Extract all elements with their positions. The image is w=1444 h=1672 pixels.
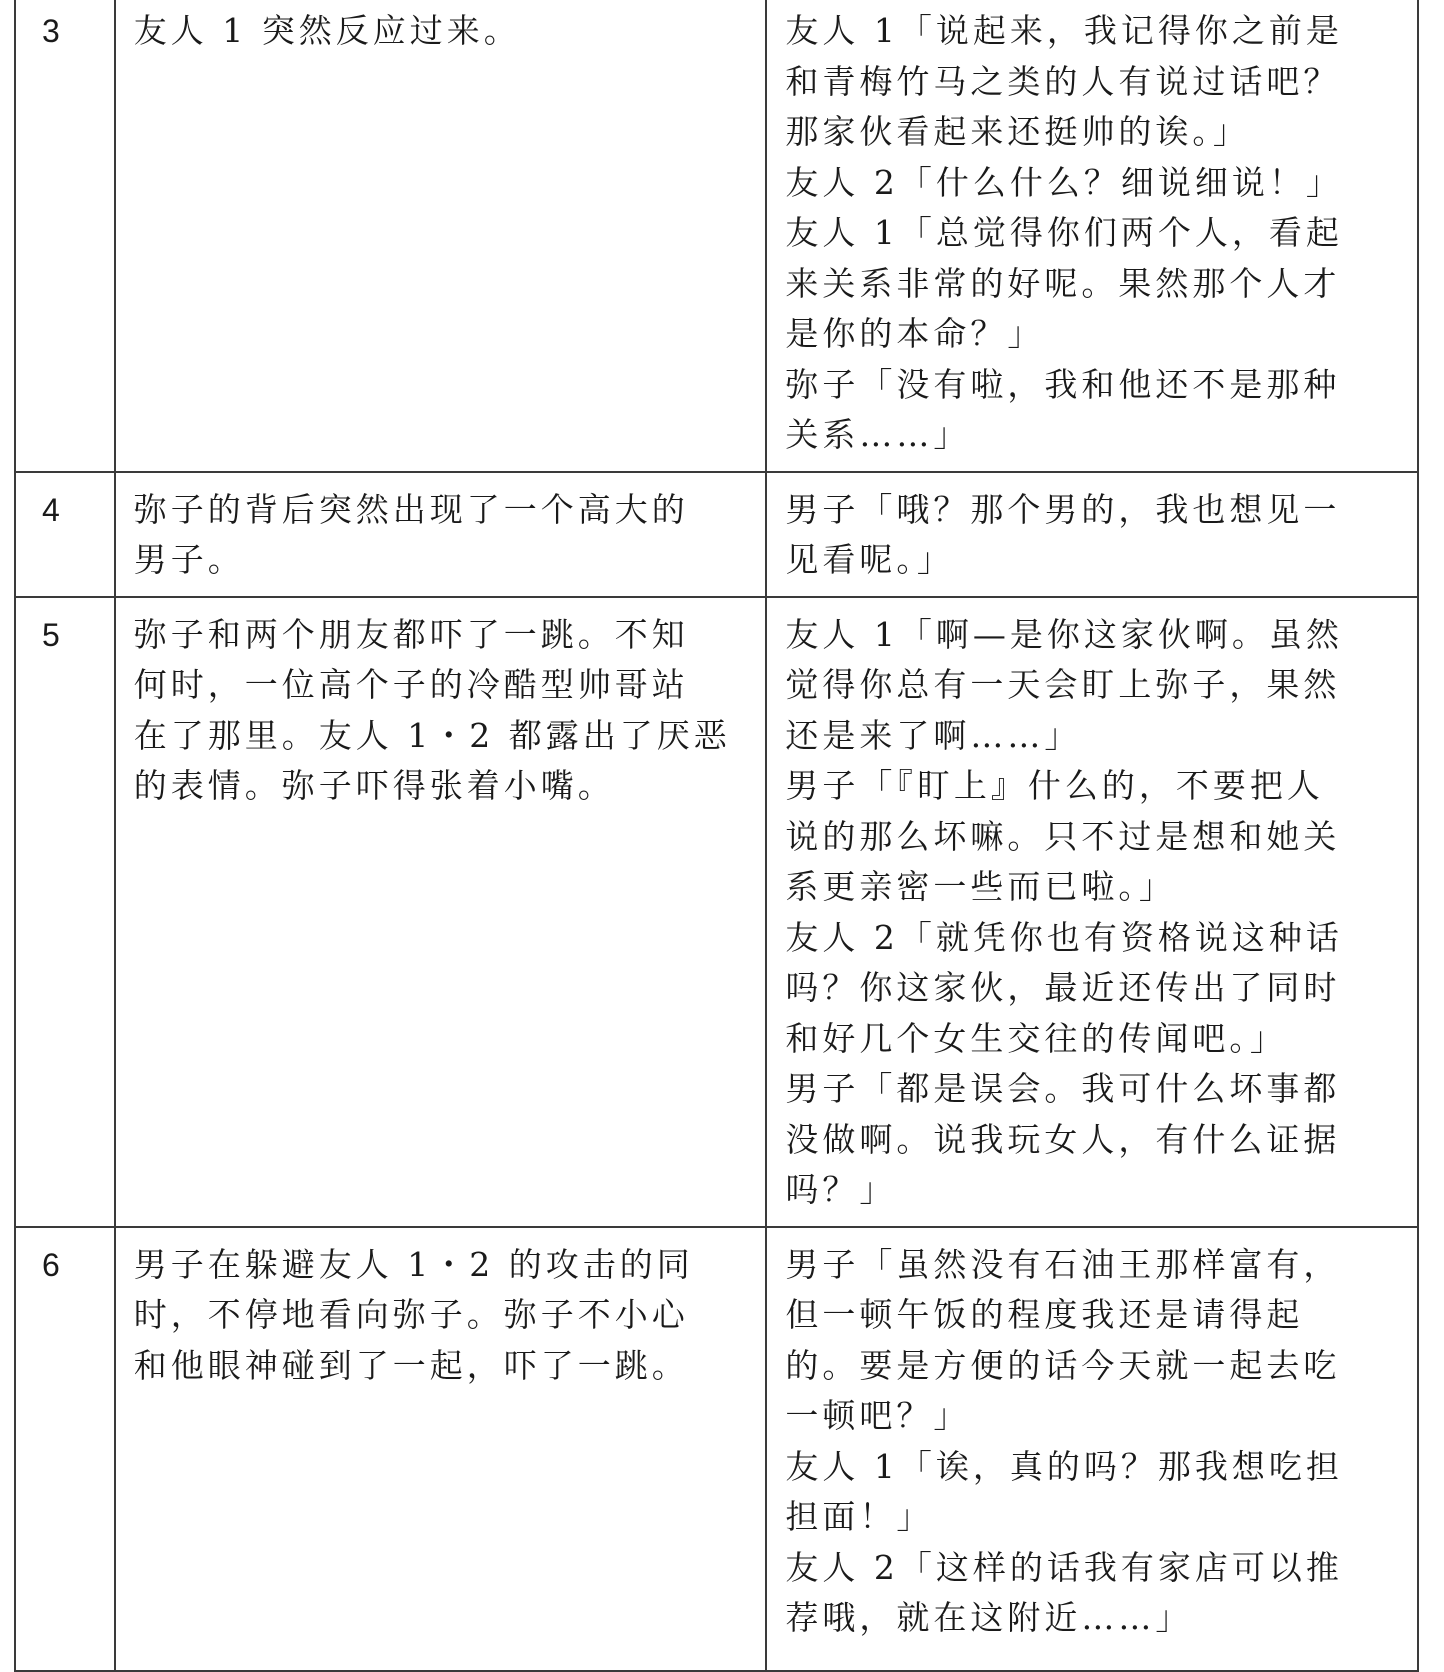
description-line: 和他眼神碰到了一起，吓了一跳。 xyxy=(133,1345,689,1385)
dialogue-line: 友人 1「总觉得你们两个人，看起 xyxy=(785,213,1343,252)
scene-description xyxy=(115,597,767,1227)
dialogue-line: 男子「虽然没有石油王那样富有， xyxy=(785,1244,1341,1284)
table-row xyxy=(15,597,1418,1227)
dialogue-line: 男子「都是误会。我可什么坏事都 xyxy=(785,1069,1341,1108)
dialogue-line: 男子「『盯上』什么的，不要把人 xyxy=(785,766,1324,805)
dialogue-line: 还是来了啊……」 xyxy=(785,715,1082,755)
dialogue-line: 关系……」 xyxy=(785,415,971,454)
description-line: 男子在躲避友人 1・2 的攻击的同 xyxy=(133,1244,694,1284)
dialogue-cell xyxy=(766,0,1418,472)
dialogue-line: 友人 1「啊—是你这家伙啊。虽然 xyxy=(785,614,1343,654)
dialogue-cell xyxy=(766,1227,1418,1671)
dialogue-line: 是你的本命？」 xyxy=(785,314,1045,353)
description-line: 时，不停地看向弥子。弥子不小心 xyxy=(133,1295,689,1334)
dialogue-line: 友人 1「诶，真的吗？那我想吃担 xyxy=(785,1446,1343,1486)
row-number: 4 xyxy=(15,472,115,597)
dialogue-line: 吗？你这家伙，最近还传出了同时 xyxy=(785,968,1341,1007)
dialogue-line: 的。要是方便的话今天就一起去吃 xyxy=(785,1345,1341,1385)
row-number: 3 xyxy=(15,0,115,472)
description-line: 何时，一位高个子的冷酷型帅哥站 xyxy=(133,665,689,704)
description-line: 弥子的背后突然出现了一个高大的 xyxy=(133,489,689,529)
description-line: 在了那里。友人 1・2 都露出了厌恶 xyxy=(133,715,731,755)
dialogue-line: 那家伙看起来还挺帅的诶。」 xyxy=(785,112,1250,151)
dialogue-line: 来关系非常的好呢。果然那个人才 xyxy=(785,263,1341,303)
table-row xyxy=(15,472,1418,597)
row-number: 5 xyxy=(15,597,115,1227)
dialogue-line: 荐哦，就在这附近……」 xyxy=(785,1598,1193,1637)
dialogue-line: 说的那么坏嘛。只不过是想和她关 xyxy=(785,816,1341,856)
description-line: 弥子和两个朋友都吓了一跳。不知 xyxy=(133,614,689,654)
script-table xyxy=(14,0,1419,1672)
dialogue-line: 吗？」 xyxy=(785,1170,897,1209)
description-line: 男子。 xyxy=(133,540,245,579)
table-row xyxy=(15,1227,1418,1671)
dialogue-line: 一顿吧？」 xyxy=(785,1396,971,1435)
scene-description xyxy=(115,1227,767,1671)
dialogue-line: 友人 2「这样的话我有家店可以推 xyxy=(785,1547,1343,1587)
dialogue-line: 见看呢。」 xyxy=(785,540,954,579)
dialogue-line: 没做啊。说我玩女人，有什么证据 xyxy=(785,1119,1341,1159)
dialogue-line: 和好几个女生交往的传闻吧。」 xyxy=(785,1018,1287,1058)
dialogue-line: 觉得你总有一天会盯上弥子，果然 xyxy=(785,665,1341,704)
dialogue-line: 弥子「没有啦，我和他还不是那种 xyxy=(785,364,1341,404)
dialogue-line: 友人 2「就凭你也有资格说这种话 xyxy=(785,917,1343,957)
description-line: 的表情。弥子吓得张着小嘴。 xyxy=(133,766,615,805)
scene-description xyxy=(115,0,767,472)
dialogue-line: 友人 1「说起来，我记得你之前是 xyxy=(785,11,1343,50)
dialogue-cell xyxy=(766,597,1418,1227)
table-row xyxy=(15,0,1418,472)
dialogue-line: 和青梅竹马之类的人有说过话吧？ xyxy=(785,61,1341,101)
dialogue-line: 担面！」 xyxy=(785,1497,934,1536)
dialogue-line: 友人 2「什么什么？细说细说！」 xyxy=(785,162,1343,202)
scene-description xyxy=(115,472,767,597)
row-number: 6 xyxy=(15,1227,115,1671)
dialogue-line: 男子「哦？那个男的，我也想见一 xyxy=(785,489,1341,529)
dialogue-line: 系更亲密一些而已啦。」 xyxy=(785,867,1176,906)
dialogue-line: 但一顿午饭的程度我还是请得起 xyxy=(785,1295,1304,1334)
dialogue-cell xyxy=(766,472,1418,597)
description-line: 友人 1 突然反应过来。 xyxy=(133,11,521,50)
